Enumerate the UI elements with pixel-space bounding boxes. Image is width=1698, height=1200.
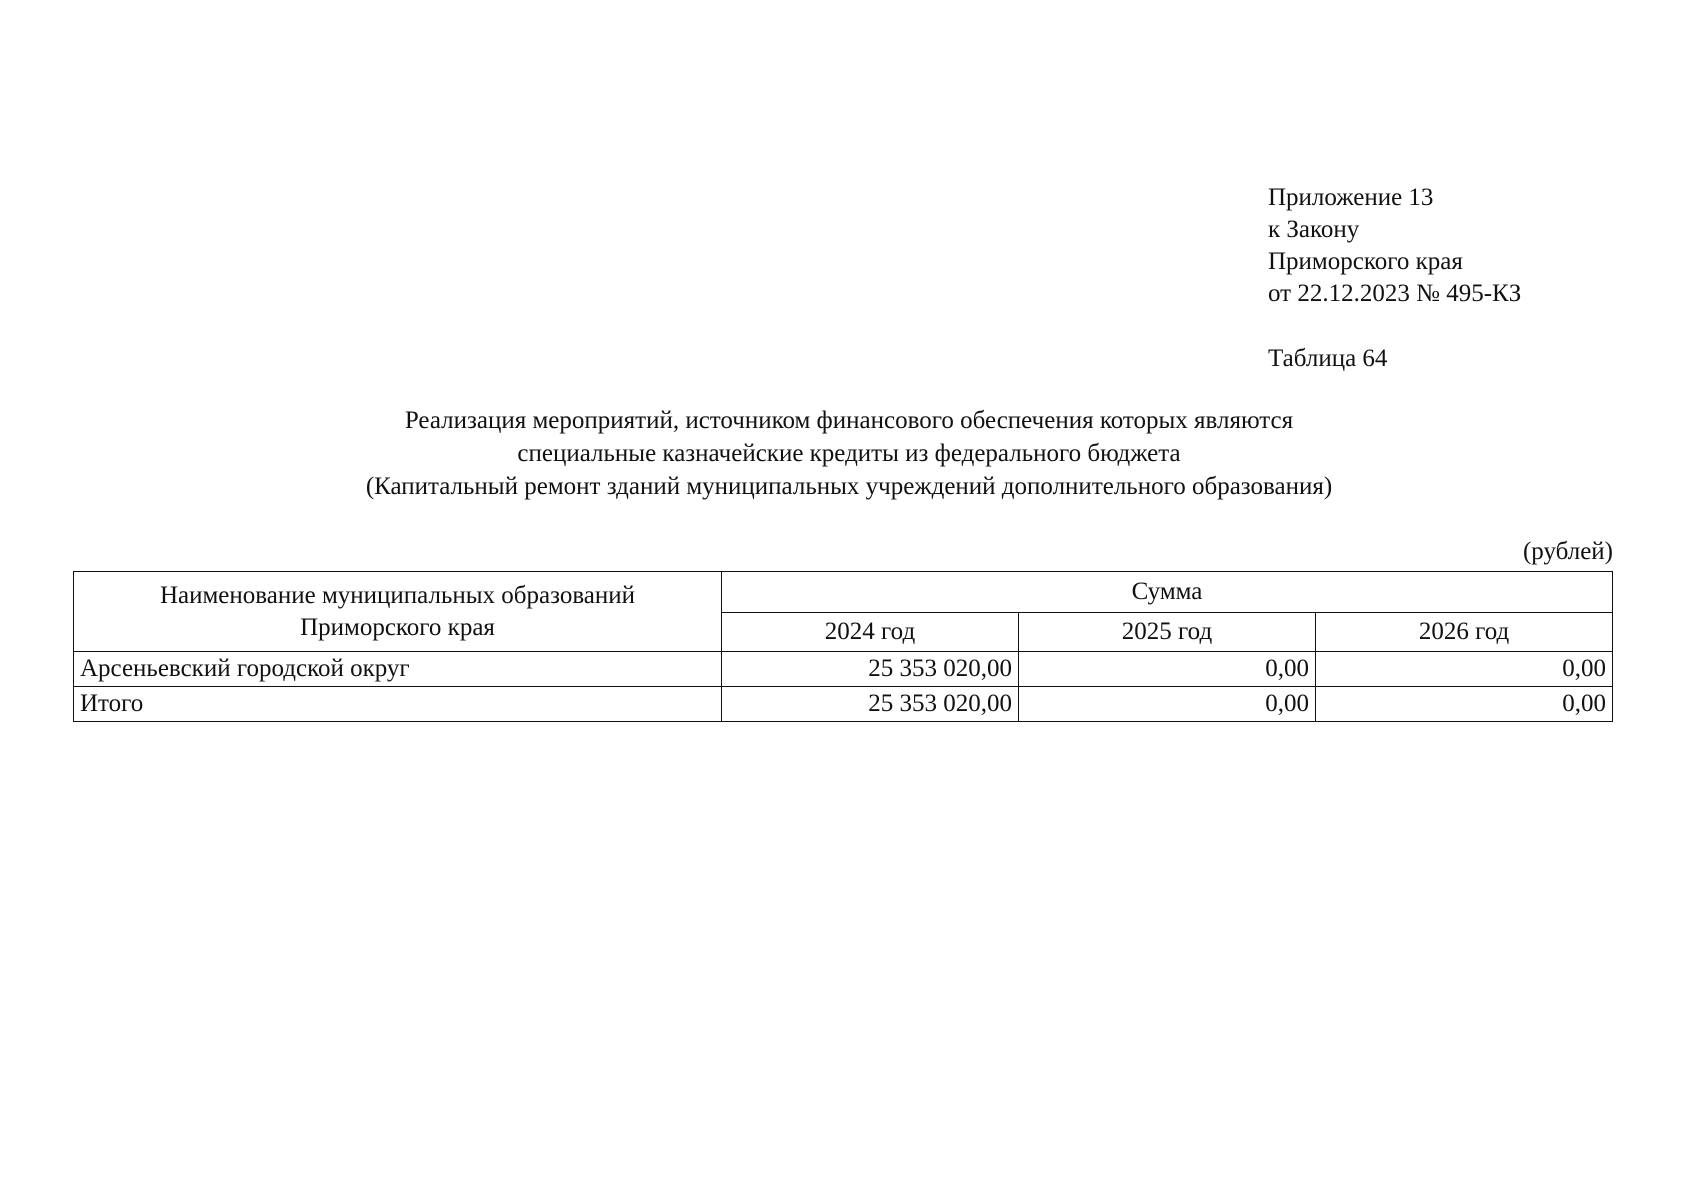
table-row [74, 652, 1613, 687]
document-title [0, 404, 1698, 503]
units-label: (рублей) [1522, 538, 1613, 565]
table-header-row [74, 572, 1613, 613]
header-year-2025: 2025 год [1019, 613, 1316, 652]
title-line-1: Реализация мероприятий, источником финансового обеспечения которых являются [404, 407, 1294, 434]
appendix-date: от 22.12.2023 № 495-КЗ [1268, 280, 1522, 307]
table-number: Таблица 64 [1268, 345, 1388, 372]
header-year-2024: 2024 год [722, 613, 1019, 652]
title-line-2: специальные казначейские кредиты из федерального бюджета [517, 440, 1181, 467]
row-value-2024: 25 353 020,00 [722, 652, 1019, 687]
total-value-2026: 0,00 [1316, 687, 1613, 722]
total-row [74, 687, 1613, 722]
total-value-2025: 0,00 [1019, 687, 1316, 722]
budget-table [73, 571, 1613, 722]
row-value-2025: 0,00 [1019, 652, 1316, 687]
total-label: Итого [74, 687, 722, 722]
appendix-number: Приложение 13 [1268, 184, 1434, 211]
header-year-2026: 2026 год [1316, 613, 1613, 652]
appendix-law: к Закону [1268, 216, 1360, 243]
header-municipality-line-1: Наименование муниципальных образований [159, 581, 636, 609]
appendix-block [1268, 182, 1521, 310]
row-municipality-name: Арсеньевский городской округ [74, 652, 722, 687]
appendix-region: Приморского края [1268, 248, 1463, 275]
total-value-2024: 25 353 020,00 [722, 687, 1019, 722]
header-municipality [74, 572, 722, 652]
header-municipality-line-2: Приморского края [300, 613, 495, 641]
row-value-2026: 0,00 [1316, 652, 1613, 687]
title-line-3: (Капитальный ремонт зданий муниципальных учреждений дополнительного образования) [365, 473, 1333, 500]
header-sum: Сумма [722, 572, 1613, 613]
